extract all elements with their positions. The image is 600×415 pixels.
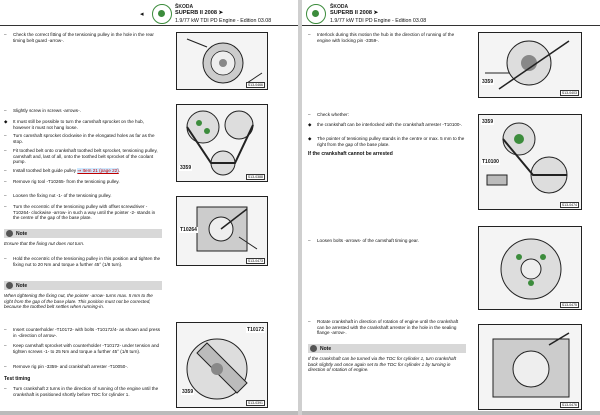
note-icon: [310, 345, 317, 352]
page-reference-link[interactable]: ⇒ Item 21 (page 22): [77, 168, 119, 173]
illustration-eccentric: T10264 S13-0473: [176, 196, 268, 266]
note-text: Ensure that the fixing nut does not turn.: [4, 241, 85, 246]
page-footer: [302, 411, 600, 415]
note-text: When tightening the fixing nut, the pointer -arrow- turns max. 5 mm to the right from the gap of the base plate. This position must not be corrected, because the toothed belt settles when running-in.: [4, 293, 153, 310]
illustration-locking-pin: 3359 S13-0403: [478, 32, 582, 98]
right-header: [302, 2, 600, 26]
note-icon: [6, 230, 13, 237]
illustration-sealing-flange: S13-0476: [478, 324, 582, 410]
page-footer: [0, 411, 298, 415]
note-bar: Note: [308, 344, 466, 353]
illustration-crankshaft-arrester: 3359 T10100 S13-0474: [478, 114, 582, 210]
note-bar: Note: [4, 229, 162, 238]
page-title: SUPERB II 2008 ➤: [175, 10, 224, 16]
illustration-counterholder: T10172 3359 S13-0391: [176, 322, 268, 408]
page-subtitle: 1.9/77 kW TDI PD Engine - Edition 03.08: [330, 18, 427, 24]
left-body: – Check the correct fitting of the tensioning pulley in the hole in the rear timing belt guard -arrow-. – Slightly screw in screws -arrows-. ◆ It must still be possible to turn the camshaft sprocket on the hub, however it must not hang loose. – Turn camshaft sprocket clockwise in the elongated holes as far as the stop. – Fit toothed belt onto crankshaft toothed belt sprocket, tensioning pulley, camshaft and, last of all, onto the toothed belt sprocket of the coolant pump. – Install toothed belt guide pulley ⇒ Item 21 (page 22). – Remove rig tool -T10265- from the tensioning pulley. – Loosen the fixing nut -1- of the tensioning pulley. – Turn the eccentric of the tensioning pulley with offset screwdriver -T10264- clockwise -arrow- in such a way until the pointer -2- stands in the centre of the gap of the base plate. Note Ensure that the fixing nut does not turn. – Hold the eccentric of the tensioning pulley in this position and tighten the fixing nut to 20 Nm and torque a further 45° (1/8 turn). Note When tightening the fixing nut, the pointer -arrow- turns max. 5 mm to the right from the gap of the base plate. This position must not be corrected, because the toothed belt settles when running-in. – Insert counterholder -T10172- with bolts -T10172/4- as shown and press in -direction of arrow-. – Keep camshaft sprocket with counterholder -T10172- under tension and tighten screws -1- to 25 Nm and torque a further 45° (1/8 turn). – Remove rig pin -3359- and crankshaft arrester -T10050-. Test timing – Turn crankshaft 2 turns in the direction of running of the engine until the crankshaft is positioned shortly before TDC for cylinder 1. S13-0466 3359 S13-0388 T10264 S13-0473 T10172 3359 S13-0391: [0, 30, 298, 415]
illustration-belt-routing: 3359 S13-0388: [176, 104, 268, 182]
note-icon: [6, 282, 13, 289]
page-title: SUPERB II 2008 ➤: [330, 10, 379, 16]
note-bar: Note: [4, 281, 162, 290]
right-body: – Interlock during this motion the hub in the direction of running of the engine with locking pin -3359-. – Check whether: ◆ the crankshaft can be interlocked with the crankshaft arrester -T10100-. ◆ The pointer of tensioning pulley stands in the centre or max. 5 mm to the right from the gap of the base plate. If the crankshaft cannot be arrested – Loosen bolts -arrows- of the camshaft timing gear. – Rotate crankshaft in direction of rotation of engine until the crankshaft can be arrested with the crankshaft arrester in the hole in the sealing flange -arrow-. Note If the crankshaft can be turned via the TDC for cylinder 1, turn crankshaft back slightly and once again set to the TDC for cylinder 1 by turning in direction of rotation of engine. 3359 S13-0403 3359 T10100 S13-0474 S13-0475 S13-0476: [302, 30, 600, 415]
page-subtitle: 1.9/77 kW TDI PD Engine - Edition 03.08: [175, 18, 272, 24]
illustration-tensioner: S13-0466: [176, 32, 268, 90]
brand-name: ŠKODA: [330, 4, 349, 10]
brand-name: ŠKODA: [175, 4, 194, 10]
skoda-logo-icon: [152, 4, 172, 24]
section-subhead: If the crankshaft cannot be arrested: [308, 151, 393, 157]
note-text: If the crankshaft can be turned via the TDC for cylinder 1, turn crankshaft back slightly and once again set to the TDC for cylinder 1 by turning in direction of rotation of engine.: [308, 356, 457, 373]
left-header: [0, 2, 298, 26]
arrow-mark-icon: ◂: [140, 11, 144, 18]
illustration-camshaft-bolts: S13-0475: [478, 226, 582, 310]
right-page: [302, 0, 600, 415]
skoda-logo-icon: [306, 4, 326, 24]
left-page: [0, 0, 298, 415]
section-subhead: Test timing: [4, 376, 31, 382]
